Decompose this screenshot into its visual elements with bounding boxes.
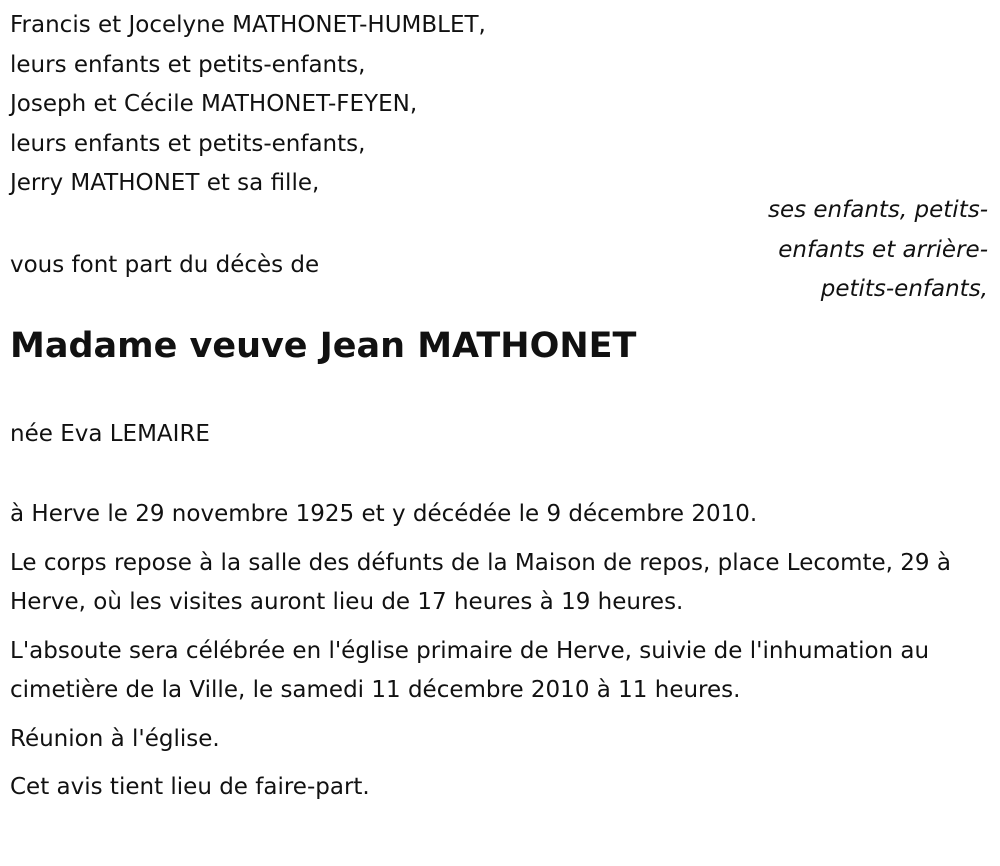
- relationship-note: [728, 191, 988, 310]
- relationship-line: ses enfants, petits-: [767, 197, 988, 223]
- deceased-name: Madame veuve Jean MATHONET: [10, 326, 637, 366]
- maiden-name: née Eva LEMAIRE: [10, 421, 210, 447]
- gathering-paragraph: Réunion à l'église.: [10, 725, 220, 752]
- announcer-line: Jerry MATHONET et sa fille,: [10, 170, 320, 196]
- announcer-line: leurs enfants et petits-enfants,: [10, 51, 366, 78]
- relationship-line: petits-enfants,: [820, 276, 988, 302]
- funeral-paragraph: L'absoute sera célébrée en l'église primaire de Herve, suivie de l'inhumation au cimetière de la Ville, le samedi 11 décembre 2010 à 11 heures.: [10, 637, 930, 703]
- announcer-line: Joseph et Cécile MATHONET-FEYEN,: [10, 91, 418, 117]
- announcer-line: Francis et Jocelyne MATHONET-HUMBLET,: [10, 12, 486, 38]
- birth-death-paragraph: à Herve le 29 novembre 1925 et y décédée le 9 décembre 2010.: [10, 501, 758, 527]
- visitation-paragraph: Le corps repose à la salle des défunts de la Maison de repos, place Lecomte, 29 à Herve, où les visites auront lieu de 17 heures à 19 heures.: [10, 549, 951, 615]
- announcer-line: leurs enfants et petits-enfants,: [10, 130, 366, 157]
- relationship-line: enfants et arrière-: [778, 236, 988, 263]
- announce-text: vous font part du décès de: [10, 252, 320, 278]
- announcers-block: [10, 6, 486, 204]
- notice-body: [10, 495, 985, 817]
- notice-paragraph: Cet avis tient lieu de faire-part.: [10, 774, 370, 800]
